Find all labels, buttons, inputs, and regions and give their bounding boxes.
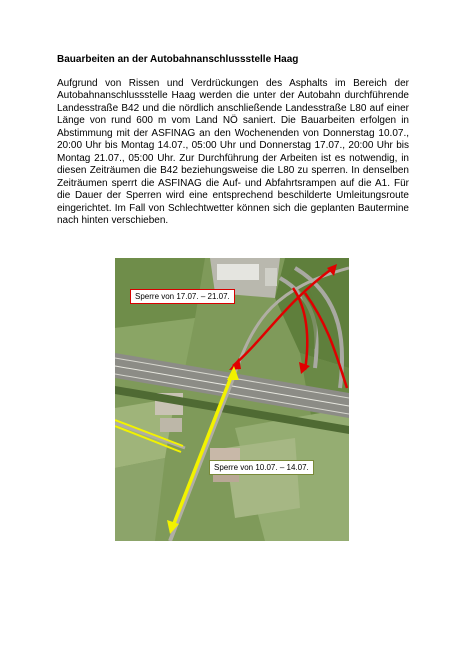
document-title: Bauarbeiten an der Autobahnanschlussstelle Haag <box>57 54 299 65</box>
yellow-closure-label: Sperre von 10.07. – 14.07. <box>209 460 314 475</box>
document-body: Aufgrund von Rissen und Verdrückungen des Asphalts im Bereich der Autobahnanschlussstelle Haag werden die unter der Autobahn durchführende Landesstraße B42 und die nördlich anschließende Landesstraße L80 auf einer Länge von rund 600 m vom Land NÖ saniert. Die Bauarbeiten erfolgen in Abstimmung mit der ASFINAG an den Wochenenden von Donnerstag 10.07., 20:00 Uhr bis Montag 14.07., 05:00 Uhr und Donnerstag 17.07., 20:00 Uhr bis Montag 21.07., 05:00 Uhr. Zur Durchführung der Arbeiten ist es notwendig, in diesen Zeiträumen die B42 beziehungsweise die L80 zu sperren. In denselben Zeiträumen sperrt die ASFINAG die Auf- und Abfahrtsrampen auf die A1. Für die Dauer der Sperren wird eine entsprechend beschilderte Umleitungsroute eingerichtet. Im Fall von Schlechtwetter können sich die geplanten Bautermine nach hinten verschieben. <box>57 78 409 226</box>
aerial-map <box>115 258 349 541</box>
red-closure-label: Sperre von 17.07. – 21.07. <box>130 289 235 304</box>
